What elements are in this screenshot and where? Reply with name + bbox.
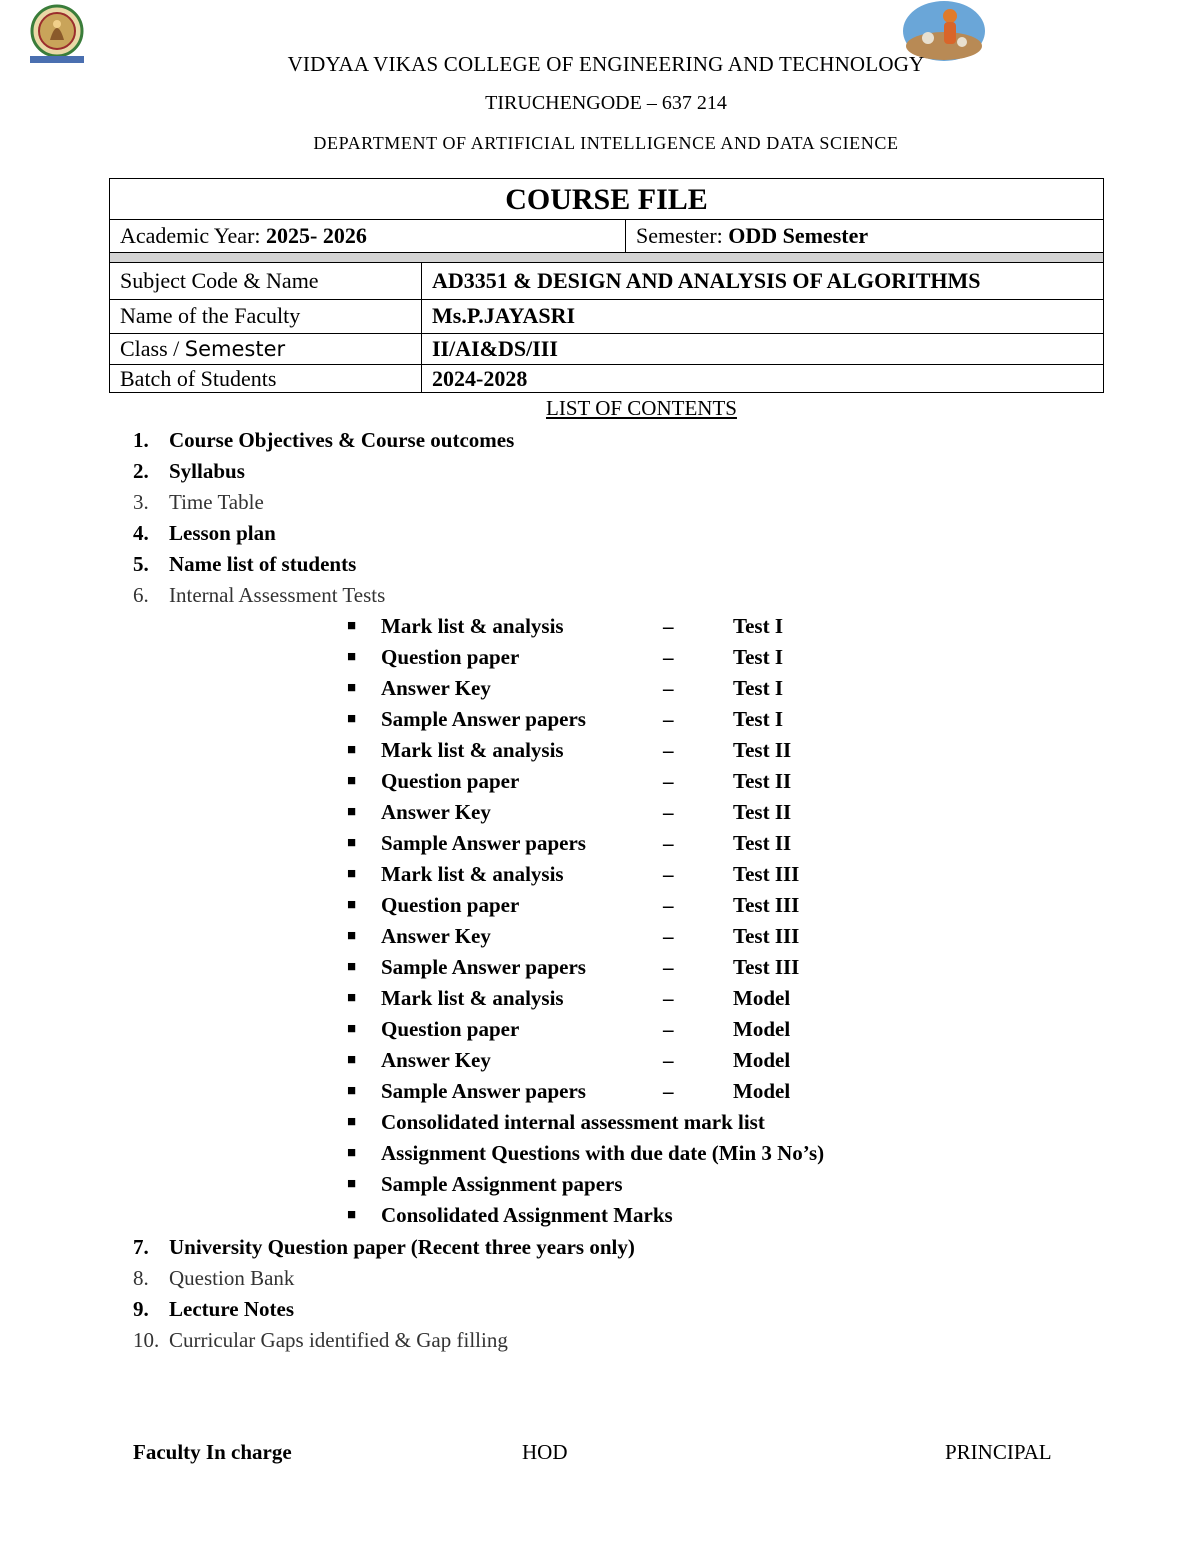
academic-year-cell (110, 219, 626, 252)
list-item: 7. University Question paper (Recent three years only) (133, 1235, 635, 1259)
hod-signature-label: HOD (522, 1440, 568, 1464)
course-file-table (109, 178, 1104, 393)
bullet-icon: ■ (347, 928, 357, 944)
bullet-icon: ■ (347, 711, 357, 727)
list-item: 2. Syllabus (133, 459, 245, 483)
list-item: 3. Time Table (133, 490, 264, 514)
batch-value: 2024-2028 (432, 366, 528, 391)
batch-row (110, 364, 1103, 392)
academic-year-label: Academic Year: (120, 223, 261, 248)
bullet-icon: ■ (347, 618, 357, 634)
bullet-icon: ■ (347, 1083, 357, 1099)
table-separator (110, 253, 1103, 263)
subject-label: Subject Code & Name (120, 268, 319, 293)
list-item: 1. Course Objectives & Course outcomes (133, 428, 515, 452)
list-item: 6. Internal Assessment Tests (133, 583, 386, 607)
subject-row (110, 263, 1103, 300)
bullet-icon: ■ (347, 1114, 357, 1130)
class-value: II/AI&DS/III (432, 336, 558, 361)
bullet-icon: ■ (347, 990, 357, 1006)
course-file-title: COURSE FILE (110, 179, 1103, 220)
faculty-value: Ms.P.JAYASRI (432, 303, 576, 328)
academic-year-value: 2025- 2026 (266, 223, 367, 248)
bullet-icon: ■ (347, 1207, 357, 1223)
college-name: VIDYAA VIKAS COLLEGE OF ENGINEERING AND TECHNOLOGY (287, 52, 925, 76)
faculty-row (110, 299, 1103, 334)
bullet-icon: ■ (347, 897, 357, 913)
semester-label: Semester: (636, 223, 723, 248)
batch-label: Batch of Students (120, 366, 277, 391)
list-item: 10. Curricular Gaps identified & Gap filling (133, 1328, 508, 1352)
bullet-icon: ■ (347, 649, 357, 665)
subject-value: AD3351 & DESIGN AND ANALYSIS OF ALGORITHMS (432, 268, 981, 293)
bullet-icon: ■ (347, 1021, 357, 1037)
bullet-icon: ■ (347, 866, 357, 882)
bullet-icon: ■ (347, 835, 357, 851)
academic-year-row (110, 219, 1103, 253)
list-of-contents-title: LIST OF CONTENTS (546, 396, 737, 420)
college-city: TIRUCHENGODE – 637 214 (485, 92, 727, 114)
list-item: 4. Lesson plan (133, 521, 276, 545)
principal-signature-label: PRINCIPAL (945, 1440, 1052, 1464)
bullet-icon: ■ (347, 804, 357, 820)
bullet-icon: ■ (347, 959, 357, 975)
department-name: DEPARTMENT OF ARTIFICIAL INTELLIGENCE AND DATA SCIENCE (313, 133, 899, 153)
bullet-icon: ■ (347, 1145, 357, 1161)
class-label-b: Semester (184, 337, 286, 361)
bullet-icon: ■ (347, 1176, 357, 1192)
faculty-signature-label: Faculty In charge (133, 1440, 292, 1464)
semester-cell (626, 219, 868, 252)
bullet-icon: ■ (347, 742, 357, 758)
list-item: 9. Lecture Notes (133, 1297, 294, 1321)
bullet-icon: ■ (347, 1052, 357, 1068)
class-row (110, 333, 1103, 365)
faculty-label: Name of the Faculty (120, 303, 301, 328)
list-item: 8. Question Bank (133, 1266, 295, 1290)
class-label (120, 333, 285, 365)
bullet-icon: ■ (347, 773, 357, 789)
bullet-icon: ■ (347, 680, 357, 696)
list-item: 5. Name list of students (133, 552, 357, 576)
semester-value: ODD Semester (728, 223, 869, 248)
class-label-a: Class / (120, 336, 185, 361)
